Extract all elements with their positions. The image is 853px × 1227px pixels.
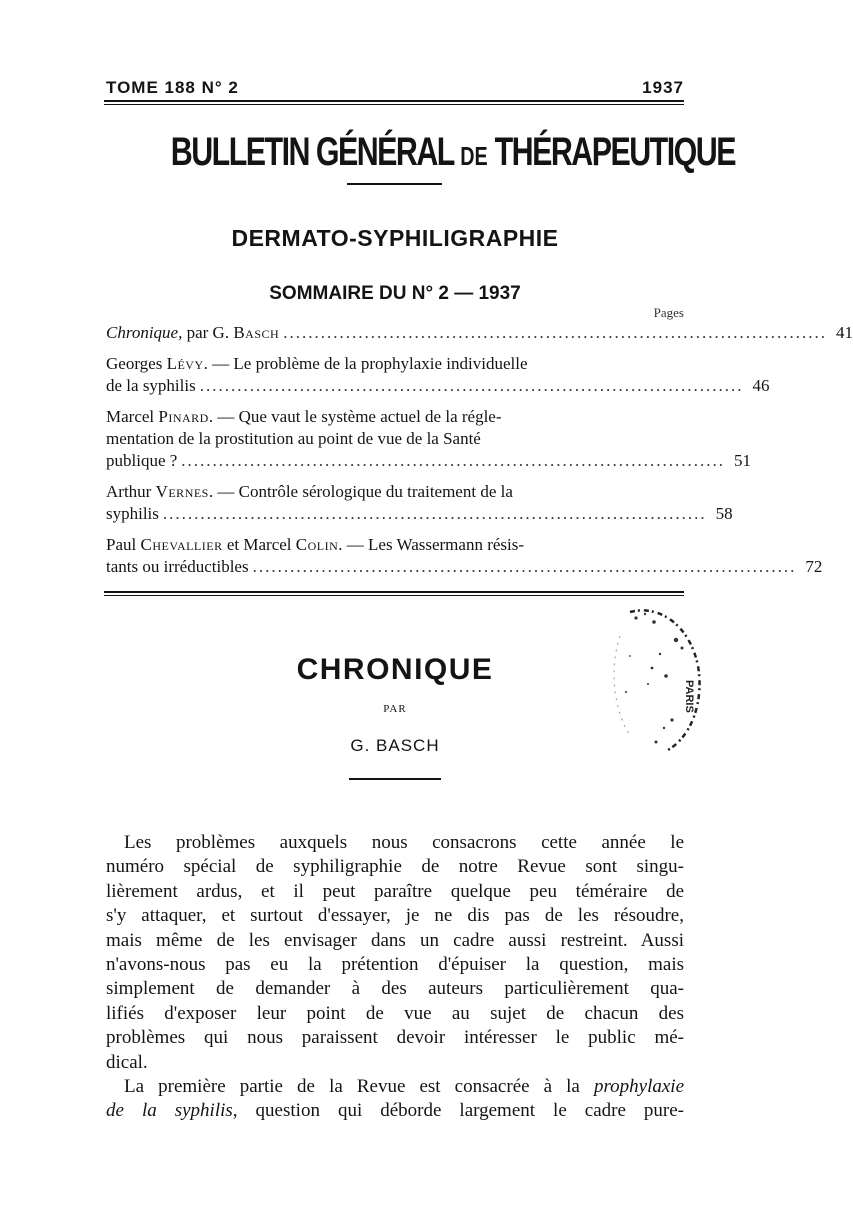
- article-body: [106, 831, 684, 1124]
- toc-author: Pinard: [158, 407, 209, 426]
- toc-author: Basch: [233, 323, 280, 342]
- body-line: simplement de demander à des auteurs particulièrement qua-: [106, 978, 684, 1000]
- toc-leader-dots: .......................................................................................: [252, 557, 797, 576]
- toc-entry[interactable]: Arthur Vernes. — Contrôle sérologique du traitement de la syphilis ....................................................................................... 58: [106, 482, 733, 523]
- toc-title-end: publique ?: [106, 451, 178, 470]
- toc-page-number: 72: [805, 557, 823, 576]
- toc-author: Colin: [295, 535, 339, 554]
- journal-title-part3: THÉRAPEUTIQUE: [494, 130, 735, 174]
- toc-entry[interactable]: Chronique, par G. Basch ....................................................................................... 41: [106, 323, 853, 342]
- toc-entry[interactable]: Paul Chevallier et Marcel Colin. — Les Wassermann résis- tants ou irréductibles ....................................................................................... 72: [106, 535, 823, 576]
- toc-page-number: 51: [734, 451, 752, 470]
- toc-title-end: syphilis: [106, 504, 159, 523]
- toc-leader-dots: .......................................................................................: [162, 504, 707, 523]
- article-title: CHRONIQUE: [296, 653, 494, 686]
- journal-title-part1: BULLETIN GÉNÉRAL: [170, 130, 454, 174]
- toc-leader-dots: .......................................................................................: [181, 451, 726, 470]
- table-of-contents: [106, 322, 853, 587]
- pages-column-label: Pages: [653, 305, 684, 320]
- body-line: La première partie de la Revue est consacrée à la prophylaxie: [124, 1075, 684, 1097]
- toc-author: Lévy: [166, 354, 204, 373]
- toc-leader-dots: .......................................................................................: [199, 376, 744, 395]
- article-divider: [349, 778, 441, 780]
- running-header: [106, 78, 684, 98]
- stamp-text: PARIS: [683, 680, 695, 713]
- volume-number: TOME 188 N° 2: [106, 78, 239, 97]
- toc-entry[interactable]: Georges Lévy. — Le problème de la prophylaxie individuelle de la syphilis ....................................................................................... 46: [106, 354, 770, 395]
- toc-title-end: tants ou irréductibles: [106, 557, 249, 576]
- toc-title-end: de la syphilis: [106, 376, 196, 395]
- toc-page-number: 58: [715, 504, 733, 523]
- issue-year: 1937: [642, 78, 684, 97]
- journal-title-de: DE: [460, 141, 488, 171]
- summary-title: SOMMAIRE DU N° 2 — 1937: [269, 283, 521, 304]
- body-line: s'y attaquer, et surtout d'essayer, je ne dis pas de les résoudre,: [106, 905, 684, 927]
- title-divider: [347, 183, 442, 185]
- toc-page-number: 46: [752, 376, 770, 395]
- toc-title-line: mentation de la prostitution au point de vue de la Santé: [106, 429, 481, 448]
- body-line: mais même de les envisager dans un cadre aussi restreint. Aussi: [106, 929, 684, 951]
- header-rule-thin: [104, 104, 684, 105]
- article-author: G. BASCH: [350, 736, 440, 755]
- body-line: numéro spécial de syphiligraphie de notre Revue sont singu-: [106, 856, 684, 878]
- toc-author: Chevallier: [140, 535, 223, 554]
- article-by: PAR: [383, 703, 407, 715]
- section-title: DERMATO-SYPHILIGRAPHIE: [231, 225, 559, 251]
- body-line: Les problèmes auxquels nous consacrons cette année le: [124, 832, 684, 853]
- toc-rule-thick: [104, 591, 684, 593]
- body-line: lifiés d'exposer leur point de vue au sujet de chacun des: [106, 1002, 684, 1024]
- toc-page-number: 41: [835, 323, 853, 342]
- body-line: n'avons-nous pas eu la prétention d'épuiser la question, mais: [106, 953, 684, 975]
- body-line: dical.: [106, 1051, 148, 1073]
- toc-leader-dots: .......................................................................................: [283, 323, 827, 342]
- header-rule-thick: [104, 100, 684, 102]
- journal-title: [170, 130, 735, 175]
- body-line: problèmes qui nous paraissent devoir intéresser le public mé-: [106, 1027, 684, 1049]
- toc-author: Vernes: [155, 482, 209, 501]
- toc-entry[interactable]: Marcel Pinard. — Que vaut le système actuel de la régle- mentation de la prostitution au point de vue de la Santé publique ? ....................................................................................... 51: [106, 407, 752, 470]
- body-line: de la syphilis, question qui déborde largement le cadre pure-: [106, 1100, 684, 1122]
- body-line: lièrement ardus, et il peut paraître quelque peu téméraire de: [106, 880, 684, 902]
